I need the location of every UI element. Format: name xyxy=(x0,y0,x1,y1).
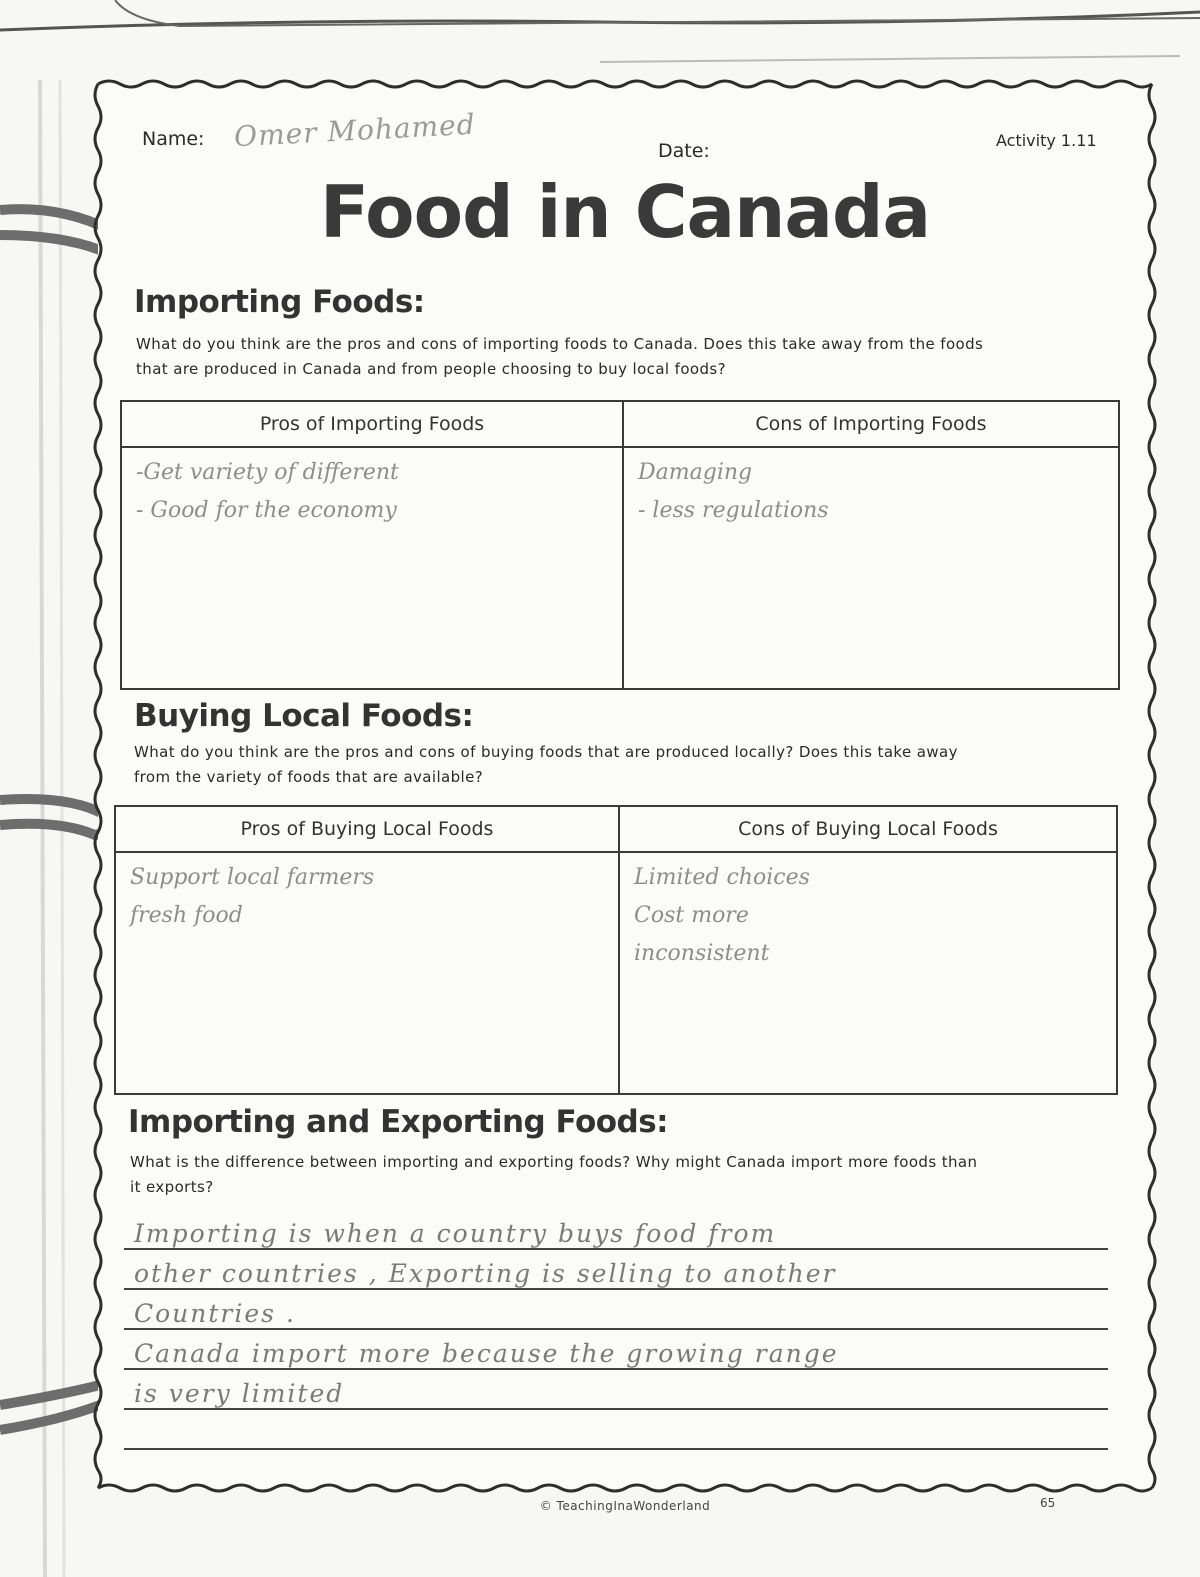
answer-line[interactable]: Countries . xyxy=(124,1290,1108,1330)
import-export-heading: Importing and Exporting Foods: xyxy=(128,1104,669,1140)
activity-number: Activity 1.11 xyxy=(996,131,1097,150)
importing-cons-cell[interactable] xyxy=(623,447,1119,689)
date-label: Date: xyxy=(658,140,710,162)
page-title: Food in Canada xyxy=(319,170,931,254)
answer-line[interactable]: other countries , Exporting is selling to another xyxy=(124,1250,1108,1290)
buying-local-cons-cell[interactable] xyxy=(619,852,1117,1094)
importing-pros-answer: -Get variety of different - Good for the economy xyxy=(136,460,399,523)
importing-pros-cell[interactable] xyxy=(121,447,623,689)
buying-local-table xyxy=(114,805,1118,1095)
buying-local-cons-answer: Limited choices Cost more inconsistent xyxy=(634,865,810,966)
page-number: 65 xyxy=(1040,1496,1056,1510)
answer-line[interactable]: Canada import more because the growing range xyxy=(124,1330,1108,1370)
copyright-footer: © TeachingInaWonderland xyxy=(539,1499,711,1513)
buying-local-question-line1: What do you think are the pros and cons of buying foods that are produced locally? Does this take away xyxy=(134,743,958,761)
name-label: Name: xyxy=(142,128,205,150)
import-export-question-line2: it exports? xyxy=(130,1178,214,1196)
answer-lines[interactable] xyxy=(124,1210,1108,1450)
buying-local-heading: Buying Local Foods: xyxy=(134,698,474,734)
importing-pros-header: Pros of Importing Foods xyxy=(121,401,623,447)
importing-heading: Importing Foods: xyxy=(134,284,425,320)
import-export-question xyxy=(130,1150,1130,1200)
importing-question-line2: that are produced in Canada and from people choosing to buy local foods? xyxy=(136,360,726,378)
importing-cons-header: Cons of Importing Foods xyxy=(623,401,1119,447)
importing-table xyxy=(120,400,1120,690)
worksheet xyxy=(84,70,1166,1513)
buying-local-question xyxy=(134,740,1134,790)
importing-question xyxy=(136,332,1136,382)
answer-line[interactable]: Importing is when a country buys food from xyxy=(124,1210,1108,1250)
answer-line[interactable] xyxy=(124,1410,1108,1450)
buying-local-pros-cell[interactable] xyxy=(115,852,619,1094)
buying-local-pros-answer: Support local farmers fresh food xyxy=(130,865,375,928)
importing-cons-answer: Damaging - less regulations xyxy=(638,460,829,523)
name-handwritten[interactable]: Omer Mohamed xyxy=(233,107,477,154)
buying-local-pros-header: Pros of Buying Local Foods xyxy=(115,806,619,852)
buying-local-cons-header: Cons of Buying Local Foods xyxy=(619,806,1117,852)
buying-local-question-line2: from the variety of foods that are available? xyxy=(134,768,484,786)
importing-question-line1: What do you think are the pros and cons of importing foods to Canada. Does this take away from the foods xyxy=(136,335,984,353)
import-export-question-line1: What is the difference between importing and exporting foods? Why might Canada import more foods than xyxy=(130,1153,978,1171)
answer-line[interactable]: is very limited xyxy=(124,1370,1108,1410)
